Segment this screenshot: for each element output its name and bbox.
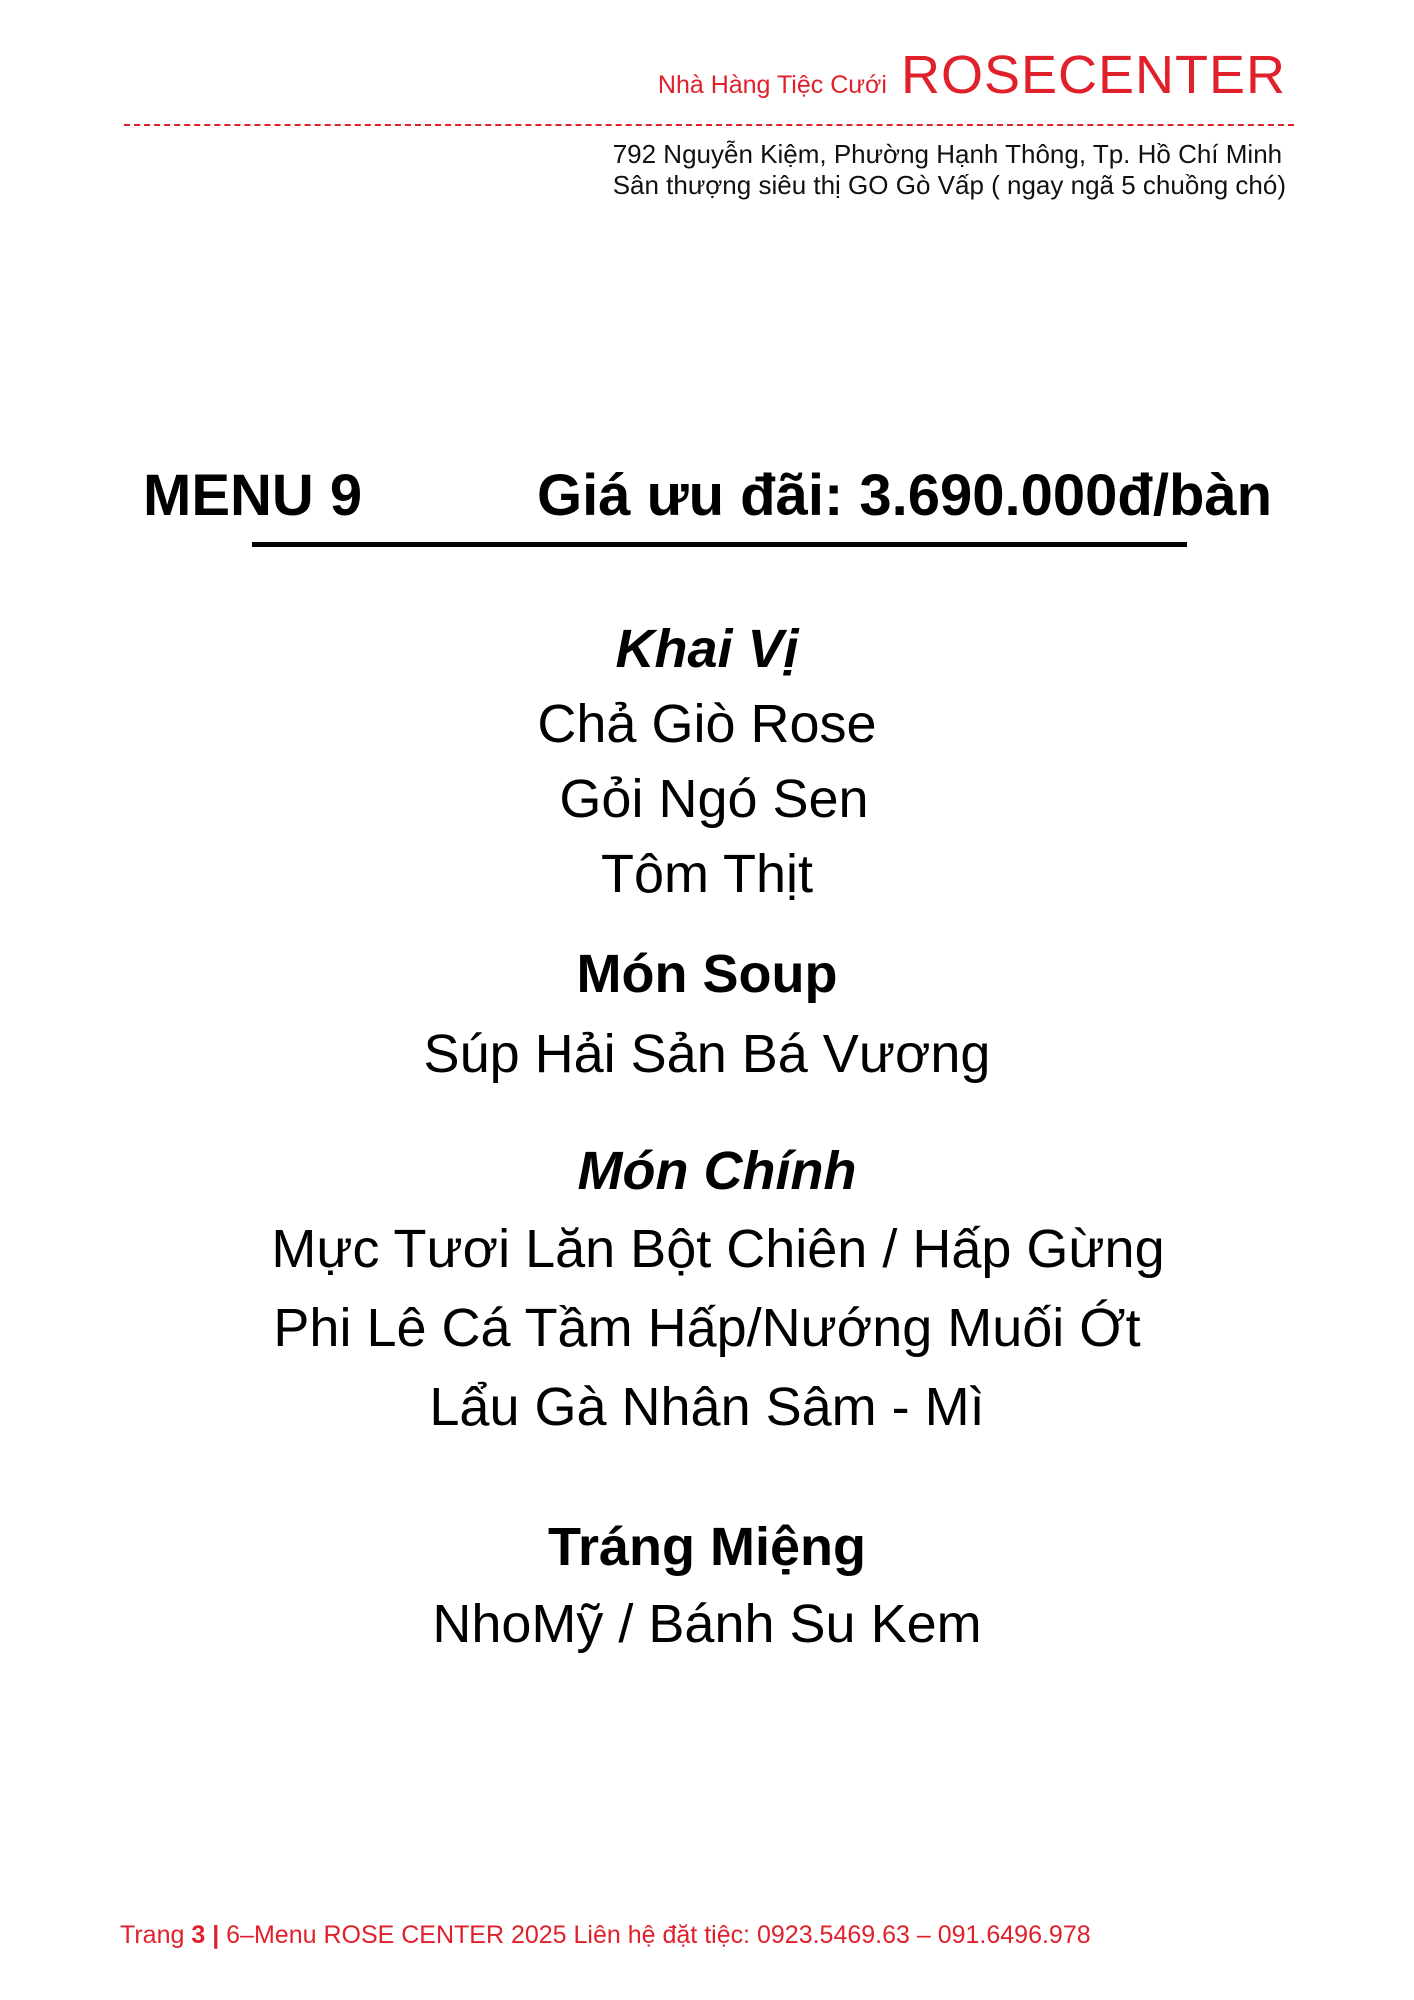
- menu-item: Gỏi Ngó Sen: [559, 769, 869, 829]
- footer-page-label: Trang: [120, 1921, 185, 1949]
- section-heading-appetizer: Khai Vị: [615, 619, 799, 679]
- title-underline: [252, 542, 1187, 547]
- menu-item: Chả Giò Rose: [537, 694, 877, 754]
- section-heading-dessert: Tráng Miệng: [547, 1517, 866, 1577]
- menu-price: Giá ưu đãi: 3.690.000đ/bàn: [537, 463, 1273, 528]
- address-line-2: Sân thượng siêu thị GO Gò Vấp ( ngay ngã 5 chuồng chó): [612, 170, 1286, 200]
- header-dashed-divider: [124, 124, 1294, 126]
- menu-title: MENU 9: [143, 463, 363, 528]
- footer-page-number: 3: [191, 1921, 206, 1949]
- menu-item: Mực Tươi Lăn Bột Chiên / Hấp Gừng: [271, 1219, 1165, 1279]
- footer-separator: |: [212, 1921, 220, 1949]
- section-heading-soup: Món Soup: [576, 944, 838, 1004]
- brand-name: ROSECENTER: [900, 45, 1286, 105]
- menu-item: NhoMỹ / Bánh Su Kem: [432, 1594, 982, 1654]
- brand-prefix: Nhà Hàng Tiệc Cưới: [657, 71, 887, 99]
- menu-item: Phi Lê Cá Tầm Hấp/Nướng Muối Ớt: [273, 1298, 1141, 1358]
- restaurant-address: [613, 139, 1286, 201]
- footer-contact: 6–Menu ROSE CENTER 2025 Liên hệ đặt tiệc: 0923.5469.63 – 091.6496.978: [226, 1921, 1091, 1949]
- page-footer: [120, 1921, 1091, 1950]
- menu-item: Tôm Thịt: [600, 844, 814, 904]
- restaurant-brand: [658, 44, 1286, 106]
- menu-item: Súp Hải Sản Bá Vương: [423, 1024, 991, 1084]
- menu-item: Lẩu Gà Nhân Sâm - Mì: [429, 1377, 985, 1437]
- address-line-1: 792 Nguyễn Kiệm, Phường Hạnh Thông, Tp. Hồ Chí Minh: [612, 139, 1283, 169]
- section-heading-main: Món Chính: [577, 1141, 857, 1201]
